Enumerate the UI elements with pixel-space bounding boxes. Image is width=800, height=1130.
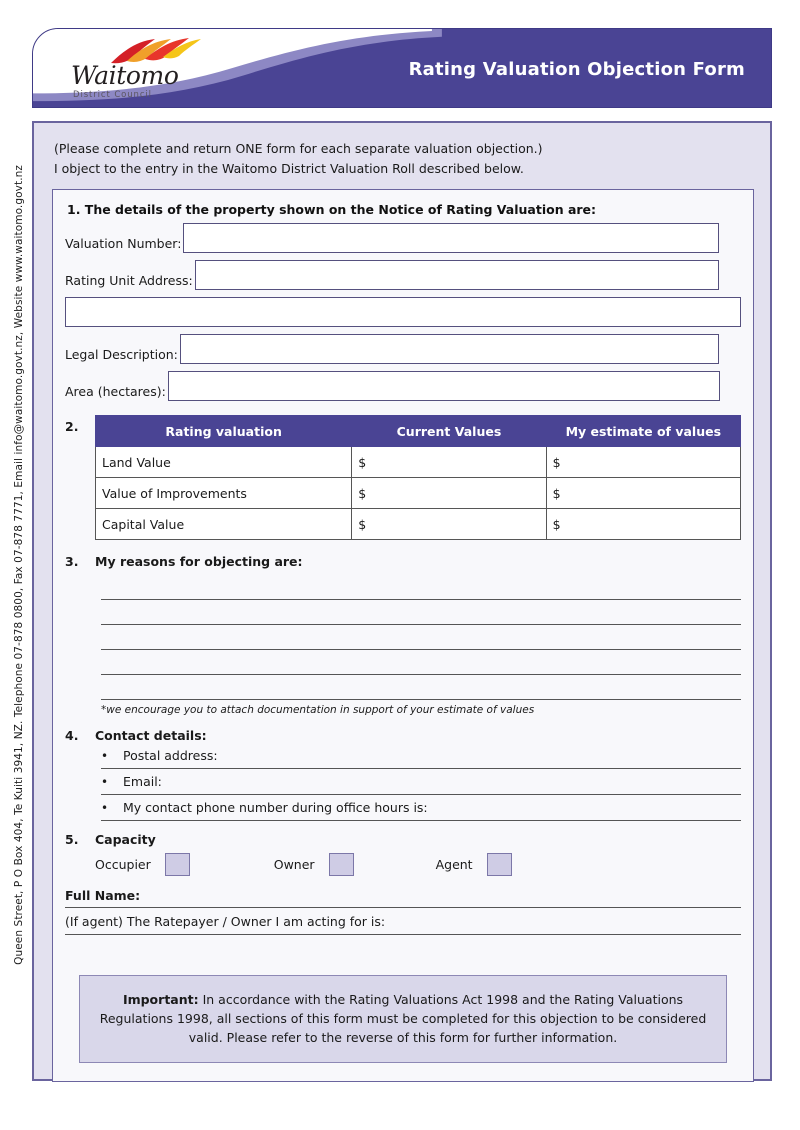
section3-header — [65, 554, 741, 569]
cell-current-land-value[interactable]: $ — [352, 447, 546, 478]
capacity-agent-checkbox[interactable] — [487, 853, 512, 876]
intro-line-1: (Please complete and return ONE form for each separate valuation objection.) — [54, 141, 543, 156]
section5-title: Capacity — [95, 832, 156, 847]
reasons-lines — [101, 575, 741, 700]
legal-description-input[interactable] — [180, 334, 719, 364]
important-notice — [79, 975, 727, 1063]
rating-unit-address-label: Rating Unit Address: — [65, 273, 193, 288]
contact-email-row[interactable] — [101, 769, 741, 795]
table-row — [96, 509, 741, 540]
logo-wordmark: Waitomo — [71, 61, 179, 90]
rating-valuation-table — [95, 415, 741, 540]
row-label-capital-value: Capital Value — [96, 509, 352, 540]
agent-ratepayer-row[interactable] — [65, 908, 741, 935]
important-notice-text: In accordance with the Rating Valuations Act 1998 and the Rating Valuations Regulations 1998, all sections of this form must be completed for this objection to be considered valid. Please refer to the reverse of this form for further information. — [99, 992, 707, 1045]
page-title: Rating Valuation Objection Form — [408, 58, 745, 80]
table-row — [96, 447, 741, 478]
contact-phone-row[interactable] — [101, 795, 741, 821]
reasons-line-5[interactable] — [101, 675, 741, 700]
cell-estimate-value-improvements[interactable]: $ — [546, 478, 740, 509]
section5-number: 5. — [65, 832, 79, 847]
bullet-icon: • — [101, 774, 109, 789]
section4-title: Contact details: — [95, 728, 207, 743]
form-container — [32, 121, 772, 1081]
field-row-area-hectares — [65, 371, 741, 401]
column-header-current-values: Current Values — [352, 416, 546, 447]
cell-estimate-land-value[interactable]: $ — [546, 447, 740, 478]
header-banner — [32, 28, 772, 108]
capacity-owner-checkbox[interactable] — [329, 853, 354, 876]
intro-line-2: I object to the entry in the Waitomo District Valuation Roll described below. — [54, 161, 524, 176]
form-sheet — [52, 189, 754, 1082]
field-row-rating-unit-address — [65, 260, 741, 290]
field-row-legal-description — [65, 334, 741, 364]
rating-unit-address-input-line2[interactable] — [65, 297, 741, 327]
bullet-icon: • — [101, 748, 109, 763]
legal-description-label: Legal Description: — [65, 347, 178, 362]
cell-current-capital-value[interactable]: $ — [352, 509, 546, 540]
agent-ratepayer-label: (If agent) The Ratepayer / Owner I am acting for is: — [65, 914, 386, 929]
contact-phone-label: My contact phone number during office hours is: — [123, 800, 428, 815]
logo-subtitle: District Council — [73, 90, 152, 100]
section3-number: 3. — [65, 554, 79, 569]
reasons-line-1[interactable] — [101, 575, 741, 600]
section3-title: My reasons for objecting are: — [95, 554, 303, 569]
section2-number: 2. — [65, 419, 79, 434]
waitomo-logo — [71, 37, 221, 101]
sidebar-address-text: Queen Street, P O Box 404, Te Kuiti 3941, NZ. Telephone 07-878 0800, Fax 07-878 7771, Email info@waitomo.govt.nz, Website www.waitomo.govt.nz — [13, 165, 25, 965]
full-name-label: Full Name: — [65, 888, 141, 903]
area-hectares-label: Area (hectares): — [65, 384, 166, 399]
cell-estimate-capital-value[interactable]: $ — [546, 509, 740, 540]
reasons-line-4[interactable] — [101, 650, 741, 675]
cell-current-value-improvements[interactable]: $ — [352, 478, 546, 509]
capacity-owner-label: Owner — [273, 856, 315, 872]
section2 — [65, 415, 741, 540]
section5-header — [65, 832, 741, 847]
section4-header — [65, 728, 741, 743]
reasons-note: *we encourage you to attach documentation in support of your estimate of values — [101, 704, 535, 716]
row-label-value-improvements: Value of Improvements — [96, 478, 352, 509]
column-header-my-estimate: My estimate of values — [546, 416, 740, 447]
contact-postal-address-label: Postal address: — [123, 748, 218, 763]
table-row — [96, 478, 741, 509]
full-name-row[interactable] — [65, 888, 741, 908]
valuation-number-label: Valuation Number: — [65, 236, 182, 251]
capacity-occupier-label: Occupier — [95, 856, 151, 872]
contact-postal-address-row[interactable] — [101, 743, 741, 769]
reasons-line-3[interactable] — [101, 625, 741, 650]
rating-unit-address-input[interactable] — [195, 260, 719, 290]
contact-email-label: Email: — [123, 774, 162, 789]
section4-number: 4. — [65, 728, 79, 743]
row-label-land-value: Land Value — [96, 447, 352, 478]
valuation-number-input[interactable] — [183, 223, 719, 253]
section1-heading: 1. The details of the property shown on the Notice of Rating Valuation are: — [67, 202, 597, 217]
area-hectares-input[interactable] — [168, 371, 720, 401]
field-row-valuation-number — [65, 223, 741, 253]
capacity-occupier-checkbox[interactable] — [165, 853, 190, 876]
bullet-icon: • — [101, 800, 109, 815]
capacity-agent-label: Agent — [435, 856, 473, 872]
table-header-row — [96, 416, 741, 447]
column-header-rating-valuation: Rating valuation — [96, 416, 352, 447]
reasons-line-2[interactable] — [101, 600, 741, 625]
important-notice-strong: Important: — [122, 992, 199, 1007]
sidebar-address — [6, 0, 32, 1130]
field-row-address-line-2 — [65, 297, 741, 327]
capacity-options — [95, 851, 741, 877]
intro-text — [54, 139, 754, 179]
